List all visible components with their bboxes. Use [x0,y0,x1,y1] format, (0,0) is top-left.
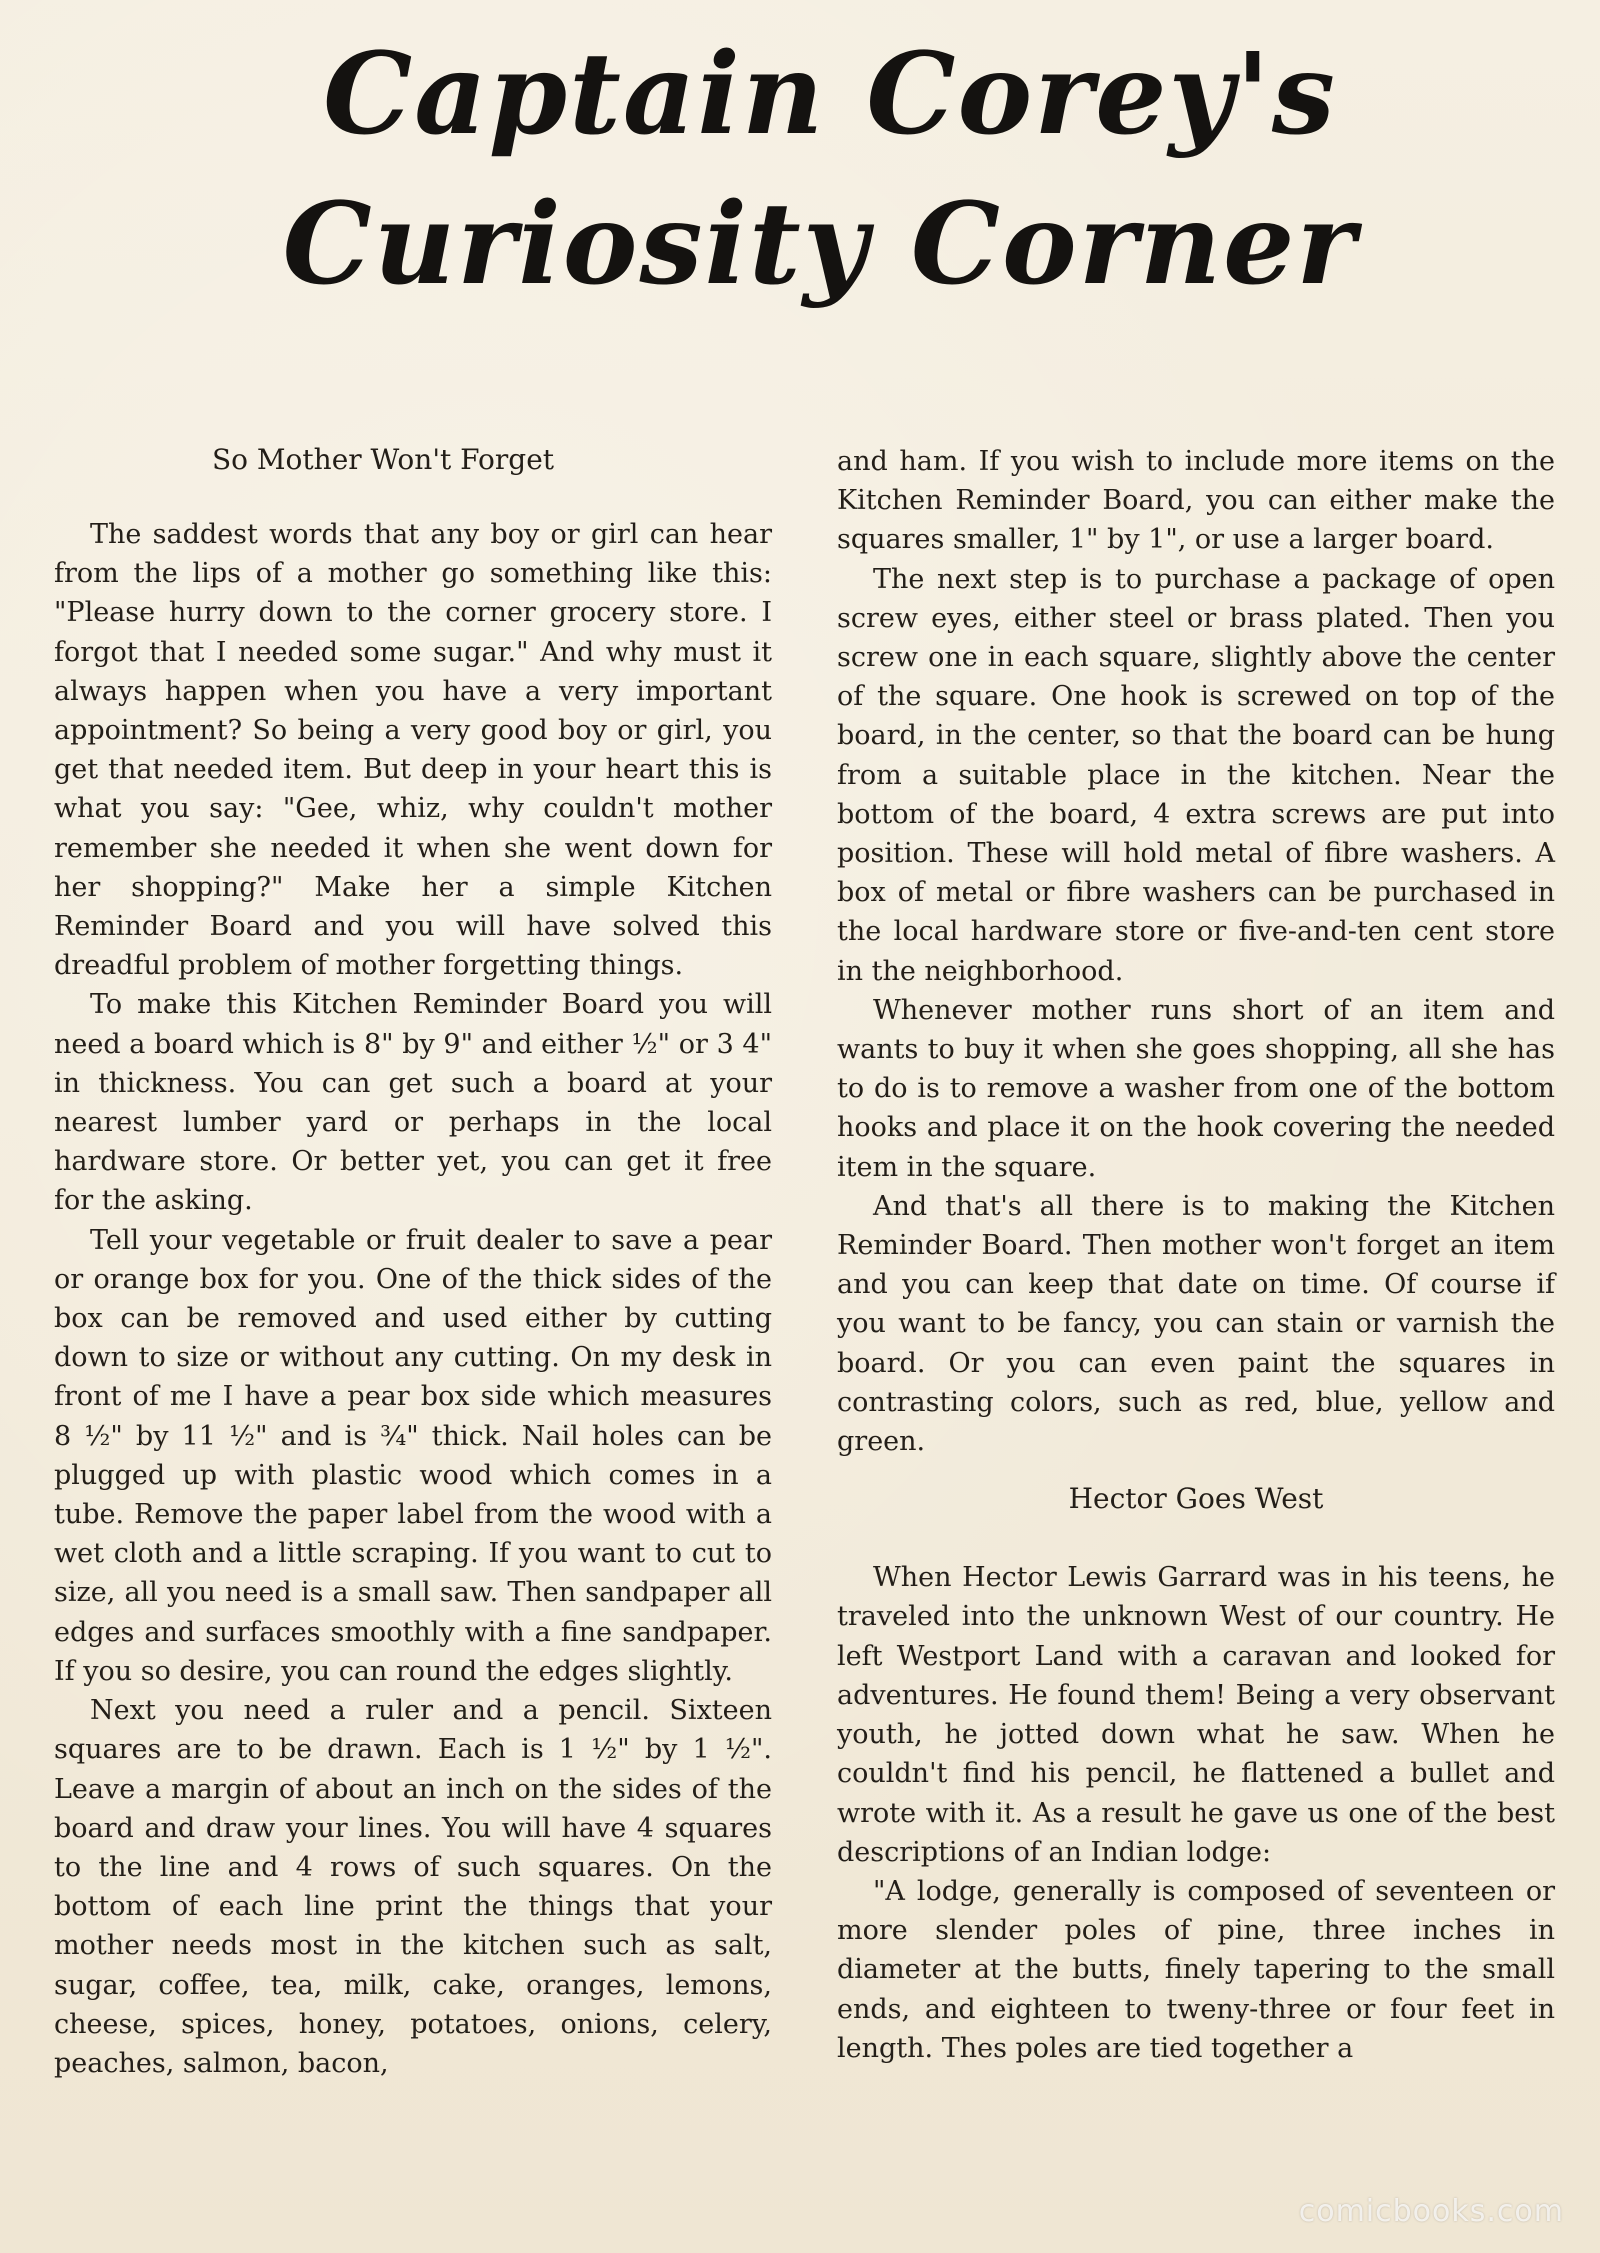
left-paragraph-3: Tell your vegetable or fruit dealer to save a pear or orange box for you. One of the thick sides of the box can be removed and used either by cutting down to size or without any cutting. On my desk in front of me I have a pear box side which measures 8 ½" by 11 ½" and is ¾" thick. Nail holes can be plugged up with plastic wood which comes in a tube. Remove the paper label from the wood with a wet cloth and a little scraping. If you want to cut to size, all you need is a small saw. Then sandpaper all edges and surfaces smoothly with a fine sandpaper. If you so desire, you can round the edges slightly. [54,1224,772,1687]
masthead [0,20,1600,320]
right-column [837,442,1555,2068]
masthead-title-line-2: Curiosity Corner [282,179,1358,310]
left-paragraph-4: Next you need a ruler and a pencil. Sixteen squares are to be drawn. Each is 1 ½" by 1 ½". Leave a margin of about an inch on the sides of the board and draw your lines. You will have 4 squares to the line and 4 rows of such squares. On the bottom of each line print the things that your mother needs most in the kitchen such as salt, sugar, coffee, tea, milk, cake, oranges, lemons, cheese, spices, honey, potatoes, onions, celery, peaches, salmon, bacon, [54,1695,772,2079]
right-continuation-paragraph: and ham. If you wish to include more items on the Kitchen Reminder Board, you can either make the squares smaller, 1" by 1", or use a larger board. [837,446,1555,556]
right-paragraph-1: The next step is to purchase a package of open screw eyes, either steel or brass plated. Then you screw one in each square, slightly above the center of the square. One hook is screwed on top of the board, in the center, so that the board can be hung from a suitable place in the kitchen. Near the bottom of the board, 4 extra screws are put into position. These will hold metal of fibre washers. A box of metal or fibre washers can be purchased in the local hardware store or five-and-ten cent store in the neighborhood. [837,563,1555,987]
article-heading-hector-goes-west: Hector Goes West [1068,1482,1324,1516]
right-paragraph-2: Whenever mother runs short of an item and wants to buy it when she goes shopping, all she has to do is to remove a washer from one of the bottom hooks and place it on the hook covering the needed item in the square. [837,994,1555,1183]
masthead-title-line-1: Captain Corey's [323,29,1337,160]
right-paragraph-5: "A lodge, generally is composed of seventeen or more slender poles of pine, three inches in diameter at the butts, finely tapering to the small ends, and eighteen to tweny-three or four feet in length. Thes poles are tied together a [837,1875,1555,2064]
right-paragraph-4: When Hector Lewis Garrard was in his teens, he traveled into the unknown West of our country. He left Westport Land with a caravan and looked for adventures. He found them! Being a very observant youth, he jotted down what he saw. When he couldn't find his pencil, he flattened a bullet and wrote with it. As a result he gave us one of the best descriptions of an Indian lodge: [837,1562,1555,1868]
left-paragraph-2: To make this Kitchen Reminder Board you will need a board which is 8" by 9" and either ½" or 3 4" in thickness. You can get such a board at your nearest lumber yard or perhaps in the local hardware store. Or better yet, you can get it free for the asking. [54,989,772,1217]
article-heading-so-mother-wont-forget: So Mother Won't Forget [211,443,555,476]
left-paragraph-1: The saddest words that any boy or girl can hear from the lips of a mother go something like this: "Please hurry down to the corner grocery store. I forgot that I needed some sugar." And why must it always happen when you have a very important appointment? So being a very good boy or girl, you get that needed item. But deep in your heart this is what you say: "Gee, whiz, why couldn't mother remember she needed it when she went down for her shopping?" Make her a simple Kitchen Reminder Board and you will have solved this dreadful problem of mother forgetting things. [54,519,772,982]
right-paragraph-3: And that's all there is to making the Kitchen Reminder Board. Then mother won't forget an item and you can keep that date on time. Of course if you want to be fancy, you can stain or varnish the board. Or you can even paint the squares in contrasting colors, such as red, blue, yellow and green. [837,1190,1555,1458]
site-watermark: comicbooks.com [1298,2194,1564,2229]
left-column [54,440,772,2083]
